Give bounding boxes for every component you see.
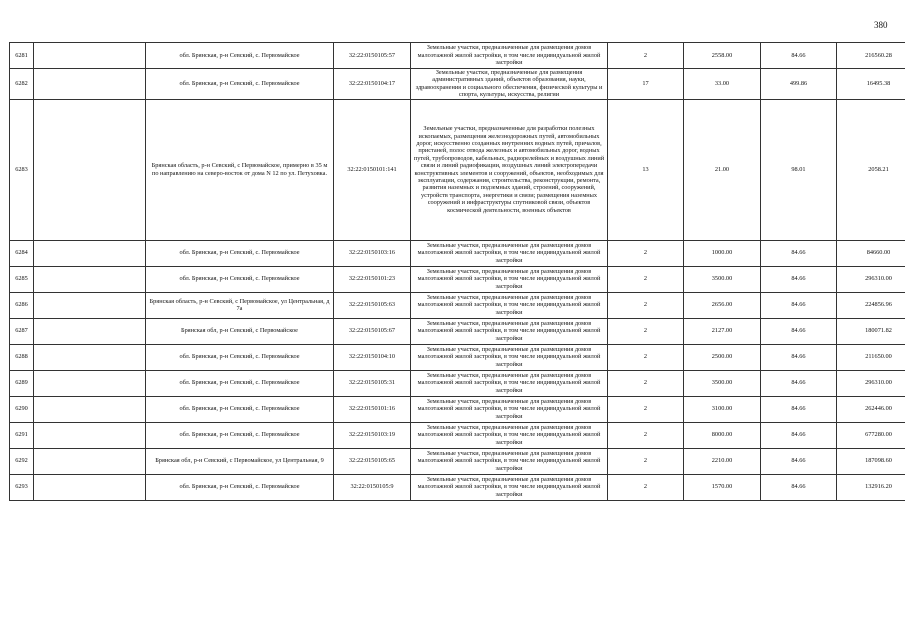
row-number-cell: 6293 xyxy=(10,474,34,500)
specific-value-cell: 84.66 xyxy=(761,422,837,448)
cadastral-value-cell: 296310.00 xyxy=(837,370,905,396)
use-group-cell: 2 xyxy=(608,422,684,448)
cadastral-value-cell: 216560.28 xyxy=(837,43,905,69)
empty-cell xyxy=(34,448,146,474)
empty-cell xyxy=(34,422,146,448)
cadastral-number-cell: 32:22:0150101:23 xyxy=(334,266,411,292)
address-cell: обл. Брянская, р-н Севский, с. Первомайское xyxy=(146,69,334,100)
table-row xyxy=(10,448,905,474)
cadastral-number-cell: 32:22:0150105:65 xyxy=(334,448,411,474)
cadastral-number-cell: 32:22:0150101:141 xyxy=(334,99,411,240)
use-group-cell: 17 xyxy=(608,69,684,100)
cadastral-value-cell: 132916.20 xyxy=(837,474,905,500)
permitted-use-cell: Земельные участки, предназначенные для размещения домов малоэтажной жилой застройки, в том числе индивидуальной жилой застройки xyxy=(411,240,608,266)
table-row xyxy=(10,43,905,69)
cadastral-number-cell: 32:22:0150103:19 xyxy=(334,422,411,448)
cadastral-value-cell: 2058.21 xyxy=(837,99,905,240)
permitted-use-cell: Земельные участки, предназначенные для размещения домов малоэтажной жилой застройки, в том числе индивидуальной жилой застройки xyxy=(411,344,608,370)
cadastral-value-cell: 16495.38 xyxy=(837,69,905,100)
table-row xyxy=(10,474,905,500)
cadastral-number-cell: 32:22:0150104:10 xyxy=(334,344,411,370)
use-group-cell: 2 xyxy=(608,344,684,370)
specific-value-cell: 84.66 xyxy=(761,344,837,370)
cadastral-number-cell: 32:22:0150105:63 xyxy=(334,292,411,318)
empty-cell xyxy=(34,69,146,100)
permitted-use-cell: Земельные участки, предназначенные для размещения домов малоэтажной жилой застройки, в том числе индивидуальной жилой застройки xyxy=(411,43,608,69)
area-cell: 3500.00 xyxy=(684,266,761,292)
specific-value-cell: 84.66 xyxy=(761,240,837,266)
area-cell: 1570.00 xyxy=(684,474,761,500)
cadastral-number-cell: 32:22:0150105:57 xyxy=(334,43,411,69)
area-cell: 2656.00 xyxy=(684,292,761,318)
table-row xyxy=(10,422,905,448)
permitted-use-cell: Земельные участки, предназначенные для размещения домов малоэтажной жилой застройки, в том числе индивидуальной жилой застройки xyxy=(411,396,608,422)
area-cell: 21.00 xyxy=(684,99,761,240)
page-number: 380 xyxy=(874,20,888,30)
specific-value-cell: 84.66 xyxy=(761,43,837,69)
address-cell: обл. Брянская, р-н Севский, с. Первомайское xyxy=(146,422,334,448)
cadastral-value-cell: 262446.00 xyxy=(837,396,905,422)
area-cell: 2210.00 xyxy=(684,448,761,474)
address-cell: обл. Брянская, р-н Севский, с. Первомайское xyxy=(146,474,334,500)
empty-cell xyxy=(34,370,146,396)
empty-cell xyxy=(34,240,146,266)
permitted-use-cell: Земельные участки, предназначенные для размещения домов малоэтажной жилой застройки, в том числе индивидуальной жилой застройки xyxy=(411,292,608,318)
use-group-cell: 2 xyxy=(608,370,684,396)
area-cell: 2558.00 xyxy=(684,43,761,69)
permitted-use-cell: Земельные участки, предназначенные для размещения домов малоэтажной жилой застройки, в том числе индивидуальной жилой застройки xyxy=(411,448,608,474)
address-cell: обл. Брянская, р-н Севский, с. Первомайское xyxy=(146,240,334,266)
permitted-use-cell: Земельные участки, предназначенные для размещения домов малоэтажной жилой застройки, в том числе индивидуальной жилой застройки xyxy=(411,318,608,344)
specific-value-cell: 84.66 xyxy=(761,370,837,396)
cadastral-number-cell: 32:22:0150101:16 xyxy=(334,396,411,422)
address-cell: Брянская область, р-н Севский, с Первомайское, ул Центральная, д 7а xyxy=(146,292,334,318)
specific-value-cell: 84.66 xyxy=(761,266,837,292)
area-cell: 2500.00 xyxy=(684,344,761,370)
empty-cell xyxy=(34,43,146,69)
address-cell: Брянская обл, р-н Севский, с Первомайское, ул Центральная, 9 xyxy=(146,448,334,474)
specific-value-cell: 98.01 xyxy=(761,99,837,240)
use-group-cell: 2 xyxy=(608,43,684,69)
empty-cell xyxy=(34,292,146,318)
use-group-cell: 13 xyxy=(608,99,684,240)
specific-value-cell: 499.86 xyxy=(761,69,837,100)
cadastral-number-cell: 32:22:0150105:9 xyxy=(334,474,411,500)
row-number-cell: 6287 xyxy=(10,318,34,344)
cadastral-number-cell: 32:22:0150103:16 xyxy=(334,240,411,266)
cadastral-value-cell: 296310.00 xyxy=(837,266,905,292)
use-group-cell: 2 xyxy=(608,448,684,474)
empty-cell xyxy=(34,99,146,240)
permitted-use-cell: Земельные участки, предназначенные для размещения домов малоэтажной жилой застройки, в том числе индивидуальной жилой застройки xyxy=(411,266,608,292)
specific-value-cell: 84.66 xyxy=(761,318,837,344)
cadastral-value-cell: 180071.82 xyxy=(837,318,905,344)
area-cell: 33.00 xyxy=(684,69,761,100)
use-group-cell: 2 xyxy=(608,292,684,318)
table-row xyxy=(10,396,905,422)
area-cell: 3500.00 xyxy=(684,370,761,396)
specific-value-cell: 84.66 xyxy=(761,292,837,318)
address-cell: обл. Брянская, р-н Севский, с. Первомайское xyxy=(146,344,334,370)
use-group-cell: 2 xyxy=(608,396,684,422)
permitted-use-cell: Земельные участки, предназначенные для размещения домов малоэтажной жилой застройки, в том числе индивидуальной жилой застройки xyxy=(411,422,608,448)
cadastral-number-cell: 32:22:0150105:67 xyxy=(334,318,411,344)
specific-value-cell: 84.66 xyxy=(761,396,837,422)
permitted-use-cell: Земельные участки, предназначенные для размещения административных зданий, объектов образования, науки, здравоохранения и социального обеспечения, физической культуры и спорта, культуры, искусства, религии xyxy=(411,69,608,100)
specific-value-cell: 84.66 xyxy=(761,448,837,474)
specific-value-cell: 84.66 xyxy=(761,474,837,500)
empty-cell xyxy=(34,474,146,500)
empty-cell xyxy=(34,318,146,344)
row-number-cell: 6290 xyxy=(10,396,34,422)
permitted-use-cell: Земельные участки, предназначенные для разработки полезных ископаемых, размещения железнодорожных путей, автомобильных дорог, искусственно созданных внутренних водных путей, причалов, пристаней, полос отвода железных и автомобильных дорог, водных путей, трубопроводов, кабельных, радиорелейных и воздушных линий связи и линий радиофикации, воздушных линий электропередачи конструктивных элементов и сооружений, объектов, необходимых для эксплуатации, содержания, строительства, реконструкции, ремонта, развития наземных и подземных зданий, строений, сооружений, устройств транспорта, энергетики и связи; размещения наземных сооружений и инфраструктуры спутниковой связи, объектов космической деятельности, военных объектов xyxy=(411,99,608,240)
table-row xyxy=(10,370,905,396)
cadastral-value-cell: 84660.00 xyxy=(837,240,905,266)
row-number-cell: 6283 xyxy=(10,99,34,240)
use-group-cell: 2 xyxy=(608,240,684,266)
cadastral-value-cell: 677280.00 xyxy=(837,422,905,448)
address-cell: Брянская обл, р-н Севский, с Первомайское xyxy=(146,318,334,344)
area-cell: 1000.00 xyxy=(684,240,761,266)
use-group-cell: 2 xyxy=(608,266,684,292)
table-row xyxy=(10,266,905,292)
table-row xyxy=(10,99,905,240)
use-group-cell: 2 xyxy=(608,474,684,500)
address-cell: обл. Брянская, р-н Севский, с. Первомайское xyxy=(146,370,334,396)
table-row xyxy=(10,240,905,266)
row-number-cell: 6281 xyxy=(10,43,34,69)
cadastral-value-table xyxy=(9,42,905,501)
cadastral-value-cell: 211650.00 xyxy=(837,344,905,370)
table-row xyxy=(10,318,905,344)
permitted-use-cell: Земельные участки, предназначенные для размещения домов малоэтажной жилой застройки, в том числе индивидуальной жилой застройки xyxy=(411,370,608,396)
cadastral-value-cell: 187098.60 xyxy=(837,448,905,474)
row-number-cell: 6291 xyxy=(10,422,34,448)
table-row xyxy=(10,292,905,318)
table-row xyxy=(10,344,905,370)
empty-cell xyxy=(34,344,146,370)
row-number-cell: 6292 xyxy=(10,448,34,474)
row-number-cell: 6285 xyxy=(10,266,34,292)
address-cell: Брянская область, р-н Севский, с Первомайское, примерно в 35 м по направлению на северо-восток от дома N 12 по ул. Петуховка. xyxy=(146,99,334,240)
row-number-cell: 6282 xyxy=(10,69,34,100)
address-cell: обл. Брянская, р-н Севский, с. Первомайское xyxy=(146,266,334,292)
area-cell: 3100.00 xyxy=(684,396,761,422)
empty-cell xyxy=(34,396,146,422)
table-body xyxy=(10,43,905,501)
cadastral-number-cell: 32:22:0150104:17 xyxy=(334,69,411,100)
permitted-use-cell: Земельные участки, предназначенные для размещения домов малоэтажной жилой застройки, в том числе индивидуальной жилой застройки xyxy=(411,474,608,500)
empty-cell xyxy=(34,266,146,292)
address-cell: обл. Брянская, р-н Севский, с. Первомайское xyxy=(146,396,334,422)
row-number-cell: 6286 xyxy=(10,292,34,318)
row-number-cell: 6289 xyxy=(10,370,34,396)
area-cell: 2127.00 xyxy=(684,318,761,344)
cadastral-value-cell: 224856.96 xyxy=(837,292,905,318)
cadastral-number-cell: 32:22:0150105:31 xyxy=(334,370,411,396)
row-number-cell: 6284 xyxy=(10,240,34,266)
use-group-cell: 2 xyxy=(608,318,684,344)
address-cell: обл. Брянская, р-н Севский, с. Первомайское xyxy=(146,43,334,69)
area-cell: 8000.00 xyxy=(684,422,761,448)
row-number-cell: 6288 xyxy=(10,344,34,370)
table-row xyxy=(10,69,905,100)
